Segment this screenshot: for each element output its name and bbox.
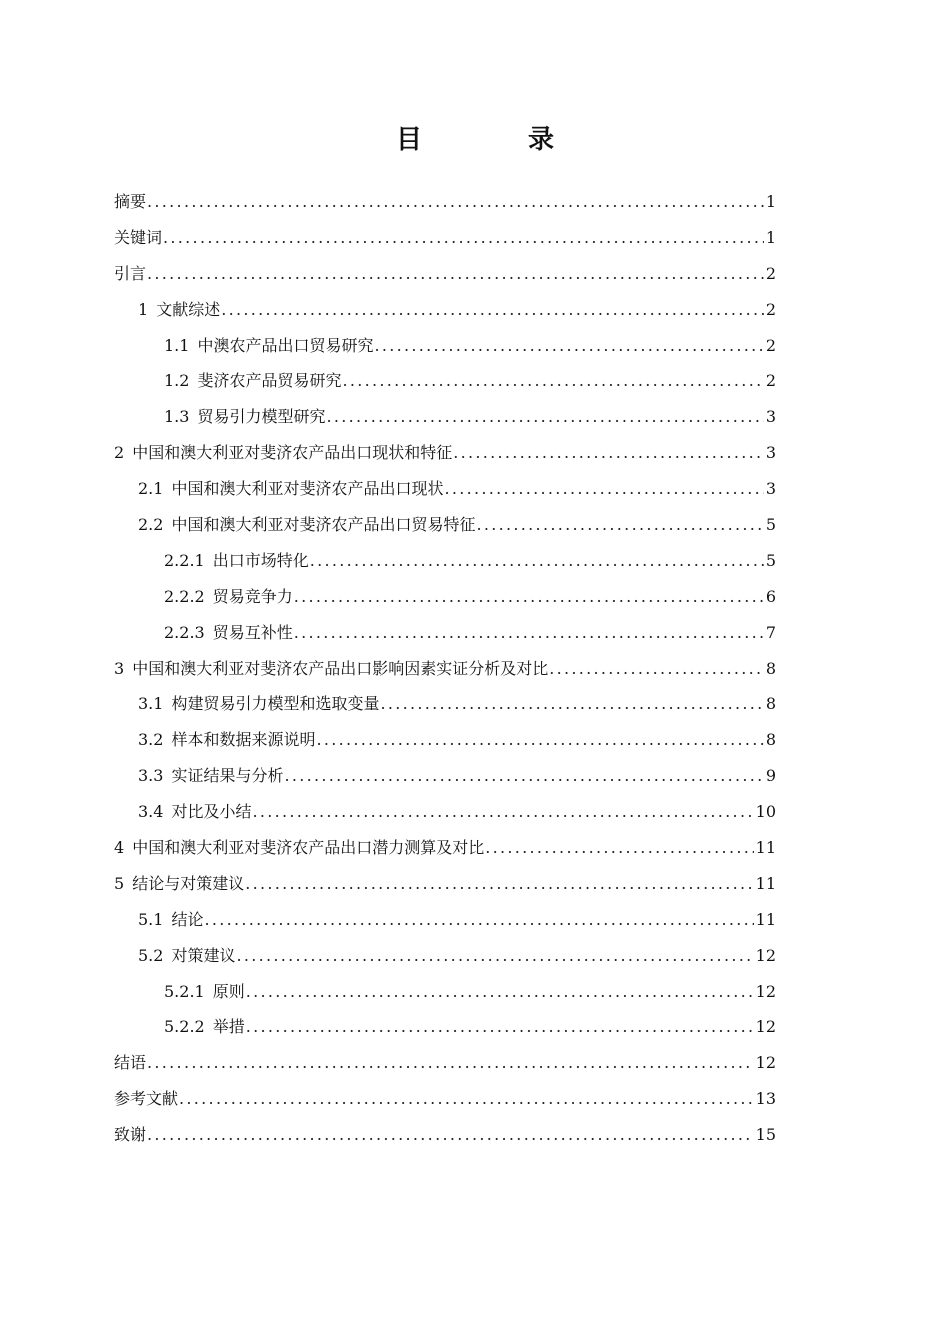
toc-entry-number: 3.1 — [138, 694, 164, 714]
dot-leader — [246, 974, 754, 1010]
toc-entry-number: 3.4 — [138, 802, 164, 822]
dot-leader — [246, 1009, 754, 1045]
toc-entry-page-number: 12 — [755, 1017, 776, 1037]
toc-entry-title: 斐济农产品贸易研究 — [197, 371, 342, 391]
toc-entry-title: 引言 — [114, 263, 147, 283]
toc-entry-number: 2.1 — [138, 479, 164, 499]
toc-entry[interactable] — [114, 292, 776, 328]
toc-entry-title: 摘要 — [114, 192, 147, 211]
dot-leader — [204, 902, 753, 938]
toc-entry-title: 关键词 — [114, 227, 163, 247]
dot-leader — [252, 794, 753, 830]
toc-entry-number: 5 — [114, 873, 125, 893]
dot-leader — [294, 579, 764, 615]
toc-entry[interactable] — [114, 328, 776, 364]
toc-entry-page-number: 11 — [755, 873, 776, 893]
toc-entry-title: 中国和澳大利亚对斐济农产品出口潜力测算及对比 — [132, 838, 485, 858]
toc-entry[interactable] — [114, 507, 776, 543]
toc-entry-page-number: 11 — [755, 909, 776, 929]
toc-entry-number: 3 — [114, 658, 125, 678]
toc-entry-page-number: 1 — [765, 192, 776, 211]
dot-leader — [179, 1081, 754, 1117]
toc-entry-page-number: 12 — [755, 981, 776, 1001]
toc-entry[interactable] — [114, 794, 776, 830]
dot-leader — [163, 220, 764, 256]
dot-leader — [310, 543, 764, 579]
toc-entry-page-number: 5 — [765, 515, 776, 535]
toc-entry[interactable] — [114, 220, 776, 256]
table-of-contents — [114, 184, 776, 1153]
toc-entry-title: 文献综述 — [156, 299, 221, 319]
toc-entry[interactable] — [114, 938, 776, 974]
dot-leader — [549, 651, 764, 687]
toc-entry-title: 结论与对策建议 — [132, 873, 245, 893]
dot-leader — [476, 507, 763, 543]
dot-leader — [485, 830, 753, 866]
toc-entry-title: 中国和澳大利亚对斐济农产品出口影响因素实证分析及对比 — [132, 658, 549, 678]
toc-entry-title: 构建贸易引力模型和选取变量 — [171, 694, 380, 714]
toc-entry[interactable] — [114, 1081, 776, 1117]
dot-leader — [453, 435, 764, 471]
toc-entry[interactable] — [114, 615, 776, 651]
toc-entry-number: 2.2.3 — [164, 622, 205, 642]
dot-leader — [245, 866, 753, 902]
toc-entry-title: 结论 — [171, 909, 204, 929]
toc-entry-page-number: 5 — [765, 550, 776, 570]
toc-entry-title: 中澳农产品出口贸易研究 — [197, 335, 374, 355]
toc-entry-title: 举措 — [212, 1017, 245, 1037]
toc-entry-number: 3.3 — [138, 766, 164, 786]
toc-entry-page-number: 2 — [765, 299, 776, 319]
toc-entry-number: 2 — [114, 443, 125, 463]
toc-entry-title: 贸易引力模型研究 — [197, 407, 326, 427]
toc-entry-page-number: 12 — [755, 1053, 776, 1073]
toc-entry-number: 3.2 — [138, 730, 164, 750]
toc-entry-page-number: 3 — [765, 443, 776, 463]
toc-entry-number: 4 — [114, 838, 125, 858]
toc-entry-page-number: 2 — [765, 263, 776, 283]
toc-entry-title: 出口市场特化 — [212, 550, 309, 570]
toc-entry-page-number: 10 — [755, 802, 776, 822]
dot-leader — [374, 328, 763, 364]
dot-leader — [147, 256, 764, 292]
toc-entry-title: 参考文献 — [114, 1089, 179, 1109]
dot-leader — [294, 615, 764, 651]
toc-entry-page-number: 8 — [765, 694, 776, 714]
toc-entry-title: 对策建议 — [171, 945, 236, 965]
dot-leader — [147, 1117, 754, 1153]
toc-entry[interactable] — [114, 866, 776, 902]
toc-entry[interactable] — [114, 686, 776, 722]
toc-entry-number: 1.3 — [164, 407, 190, 427]
toc-entry[interactable] — [114, 1117, 776, 1153]
toc-entry-number: 5.2.2 — [164, 1017, 205, 1037]
toc-entry[interactable] — [114, 651, 776, 687]
dot-leader — [342, 363, 763, 399]
dot-leader — [147, 1045, 754, 1081]
toc-entry[interactable] — [114, 471, 776, 507]
toc-entry-title: 贸易互补性 — [212, 622, 293, 642]
toc-entry-title: 对比及小结 — [171, 802, 252, 822]
toc-entry-number: 1.2 — [164, 371, 190, 391]
toc-entry-title: 结语 — [114, 1053, 147, 1073]
toc-entry-title: 贸易竞争力 — [212, 586, 293, 606]
toc-entry[interactable] — [114, 399, 776, 435]
toc-entry[interactable] — [114, 184, 776, 220]
toc-entry-page-number: 2 — [765, 371, 776, 391]
toc-entry[interactable] — [114, 543, 776, 579]
toc-entry[interactable] — [114, 722, 776, 758]
toc-entry-number: 1 — [138, 299, 149, 319]
dot-leader — [316, 722, 763, 758]
toc-entry-title: 中国和澳大利亚对斐济农产品出口现状和特征 — [132, 443, 453, 463]
toc-entry-number: 5.2.1 — [164, 981, 205, 1001]
toc-entry-page-number: 1 — [765, 227, 776, 247]
toc-entry[interactable] — [114, 579, 776, 615]
toc-entry-page-number: 12 — [755, 945, 776, 965]
toc-entry-title: 样本和数据来源说明 — [171, 730, 316, 750]
toc-entry-number: 2.2.2 — [164, 586, 205, 606]
dot-leader — [147, 184, 764, 220]
dot-leader — [326, 399, 763, 435]
toc-entry-title: 中国和澳大利亚对斐济农产品出口现状 — [171, 479, 444, 499]
dot-leader — [380, 686, 763, 722]
toc-entry-page-number: 3 — [765, 479, 776, 499]
dot-leader — [236, 938, 753, 974]
toc-entry[interactable] — [114, 1009, 776, 1045]
toc-entry-page-number: 6 — [765, 586, 776, 606]
toc-entry-number: 1.1 — [164, 335, 190, 355]
toc-entry-page-number: 3 — [765, 407, 776, 427]
toc-entry-page-number: 8 — [765, 730, 776, 750]
toc-entry-title: 中国和澳大利亚对斐济农产品出口贸易特征 — [171, 515, 476, 535]
dot-leader — [221, 292, 764, 328]
toc-entry-number: 2.2 — [138, 515, 164, 535]
toc-entry[interactable] — [114, 974, 776, 1010]
toc-entry-title: 原则 — [212, 981, 245, 1001]
toc-entry-number: 5.2 — [138, 945, 164, 965]
toc-entry[interactable] — [114, 902, 776, 938]
toc-entry-page-number: 11 — [755, 838, 776, 858]
toc-entry-page-number: 15 — [755, 1125, 776, 1145]
toc-entry-page-number: 13 — [755, 1089, 776, 1109]
toc-entry-number: 5.1 — [138, 909, 164, 929]
dot-leader — [284, 758, 763, 794]
toc-entry[interactable] — [114, 256, 776, 292]
toc-entry-page-number: 8 — [765, 658, 776, 678]
toc-entry-page-number: 7 — [765, 622, 776, 642]
toc-entry-page-number: 9 — [765, 766, 776, 786]
toc-entry-number: 2.2.1 — [164, 550, 205, 570]
toc-entry[interactable] — [114, 363, 776, 399]
toc-entry[interactable] — [114, 830, 776, 866]
toc-entry-title: 致谢 — [114, 1125, 147, 1145]
dot-leader — [444, 471, 763, 507]
toc-entry-title: 实证结果与分析 — [171, 766, 284, 786]
toc-entry-page-number: 2 — [765, 335, 776, 355]
toc-entry[interactable] — [114, 758, 776, 794]
toc-entry[interactable] — [114, 1045, 776, 1081]
toc-entry[interactable] — [114, 435, 776, 471]
page-title: 目 录 — [395, 125, 594, 155]
